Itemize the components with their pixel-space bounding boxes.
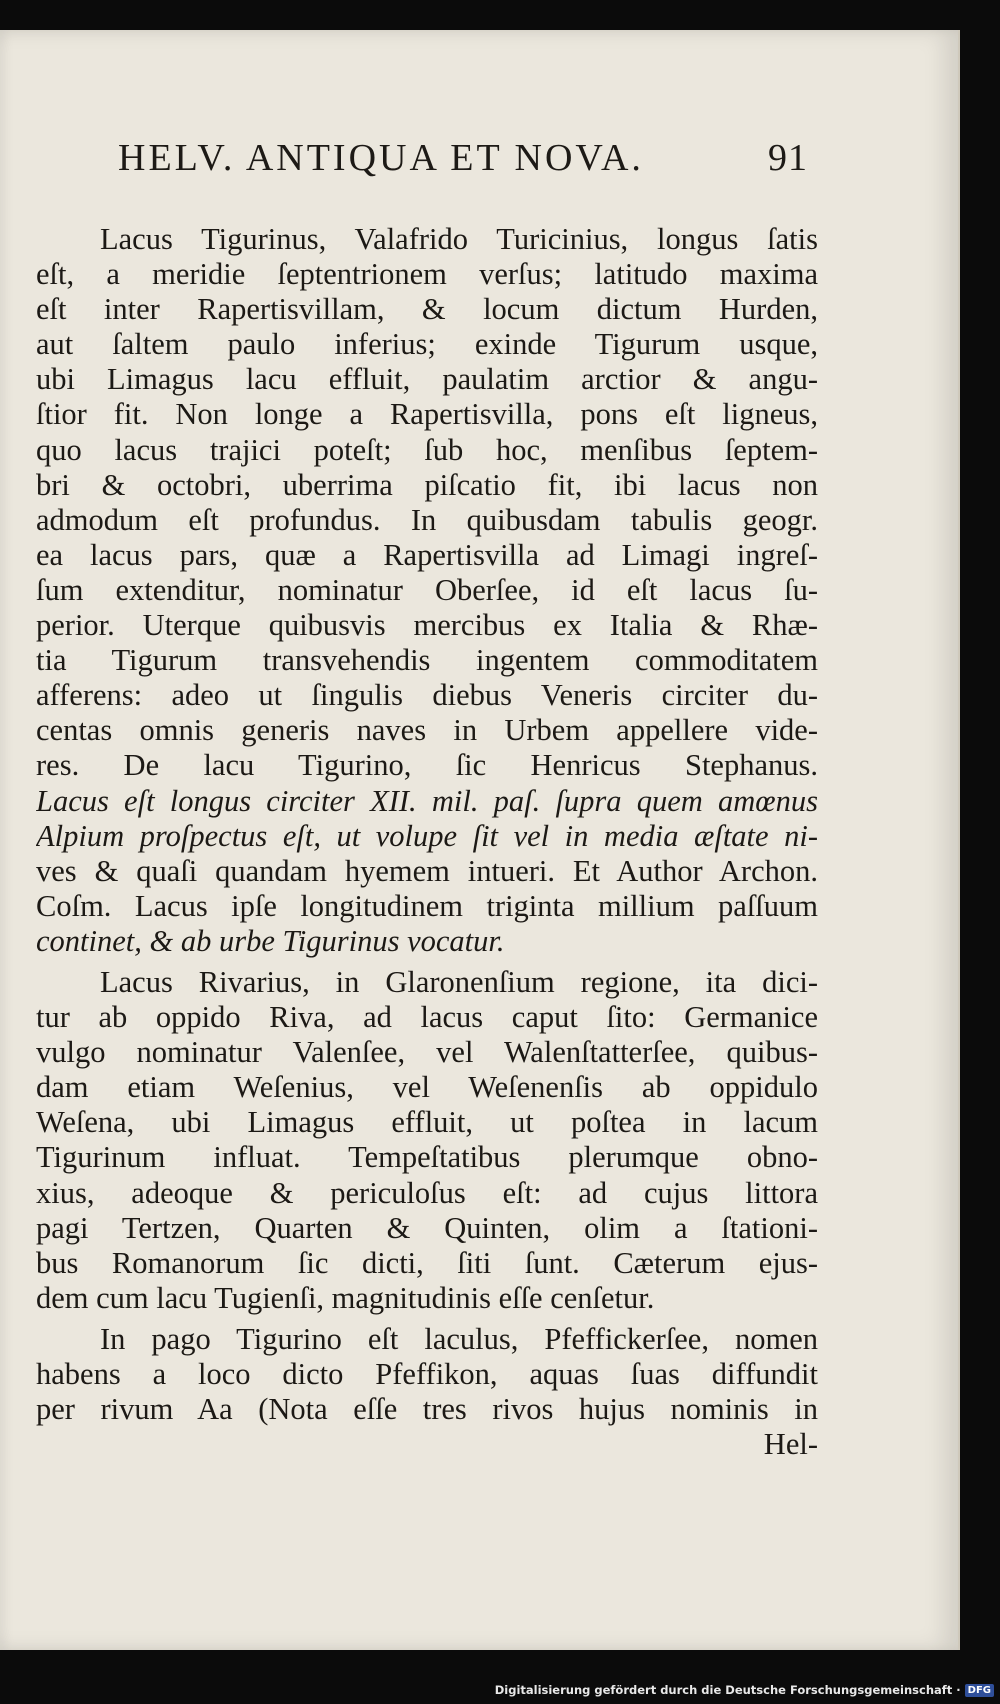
text-line: ea lacus pars, quæ a Rapertisvilla ad Limagi ingreſ- — [36, 537, 818, 572]
text-line: ves & quaſi quandam hyemem intueri. Et Author Archon. — [36, 853, 818, 888]
page-number: 91 — [768, 137, 808, 179]
text-line: Lacus Tigurinus, Valafrido Turicinius, longus ſatis — [100, 222, 818, 256]
text-line: dem cum lacu Tugienſi, magnitudinis eſſe cenſetur. — [36, 1280, 655, 1315]
text-line: vulgo nominatur Valenſee, vel Walenſtatterſee, quibus- — [36, 1035, 818, 1070]
text-line: quo lacus trajici poteſt; ſub hoc, menſibus ſeptem- — [36, 432, 818, 467]
running-title: HELV. ANTIQUA ET NOVA. — [118, 137, 644, 179]
text-line: Weſena, ubi Limagus effluit, ut poſtea in lacum — [36, 1105, 818, 1140]
text-line: xius, adeoque & periculoſus eſt: ad cujus littora — [36, 1175, 818, 1210]
text-line: centas omnis generis naves in Urbem appellere vide- — [36, 713, 818, 748]
text-line: ſtior fit. Non longe a Rapertisvilla, pons eſt ligneus, — [36, 397, 818, 432]
text-line: admodum eſt profundus. In quibusdam tabulis geogr. — [36, 502, 818, 537]
text-line: pagi Tertzen, Quarten & Quinten, olim a ſtationi- — [36, 1210, 818, 1245]
text-line: tur ab oppido Riva, ad lacus caput ſito: Germanice — [36, 1000, 818, 1035]
text-line: ſum extenditur, nominatur Oberſee, id eſt lacus ſu- — [36, 572, 818, 607]
text-line: tia Tigurum transvehendis ingentem commoditatem — [36, 643, 818, 678]
text-line: eſt inter Rapertisvillam, & locum dictum Hurden, — [36, 292, 818, 327]
text-line: habens a loco dicto Pfeffikon, aquas ſuas diffundit — [36, 1357, 818, 1391]
credit-text: Digitalisierung gefördert durch die Deutsche Forschungsgemeinschaft · — [494, 1683, 961, 1697]
text-line: bri & octobri, uberrima piſcatio fit, ibi lacus non — [36, 467, 818, 502]
text-line: res. De lacu Tigurino, ſic Henricus Stephanus. — [36, 748, 818, 783]
text-line: dam etiam Weſenius, vel Weſenenſis ab oppidulo — [36, 1070, 818, 1105]
text-line: Tigurinum influat. Tempeſtatibus plerumque obno- — [36, 1140, 818, 1175]
digitization-credit — [495, 1680, 994, 1700]
catchword: Hel- — [763, 1427, 818, 1462]
text-line: perior. Uterque quibusvis mercibus ex Italia & Rhæ- — [36, 608, 818, 643]
text-line: Alpium proſpectus eſt, ut volupe ſit vel in media æſtate ni- — [36, 818, 818, 853]
text-line: ubi Limagus lacu effluit, paulatim arctior & angu- — [36, 362, 818, 397]
running-head — [118, 128, 808, 188]
dfg-logo: DFG — [965, 1684, 994, 1697]
text-line: afferens: adeo ut ſingulis diebus Veneris circiter du- — [36, 678, 818, 713]
text-line: eſt, a meridie ſeptentrionem verſus; latitudo maxima — [36, 257, 818, 292]
text-line: aut ſaltem paulo inferius; exinde Tigurum usque, — [36, 327, 818, 362]
text-line: bus Romanorum ſic dicti, ſiti ſunt. Cæterum ejus- — [36, 1245, 818, 1280]
text-line: per rivum Aa (Nota eſſe tres rivos hujus nominis in — [36, 1392, 818, 1427]
book-page — [0, 30, 960, 1650]
text-line: In pago Tigurino eſt laculus, Pfeffickerſee, nomen — [100, 1321, 818, 1356]
body-text — [36, 222, 818, 1462]
text-line: Coſm. Lacus ipſe longitudinem triginta millium paſſuum — [36, 888, 818, 923]
text-line: Lacus eſt longus circiter XII. mil. paſ. ſupra quem amœnus — [36, 783, 818, 818]
text-line: continet, & ab urbe Tigurinus vocatur. — [36, 923, 505, 958]
text-line: Lacus Rivarius, in Glaronenſium regione, ita dici- — [100, 964, 818, 999]
